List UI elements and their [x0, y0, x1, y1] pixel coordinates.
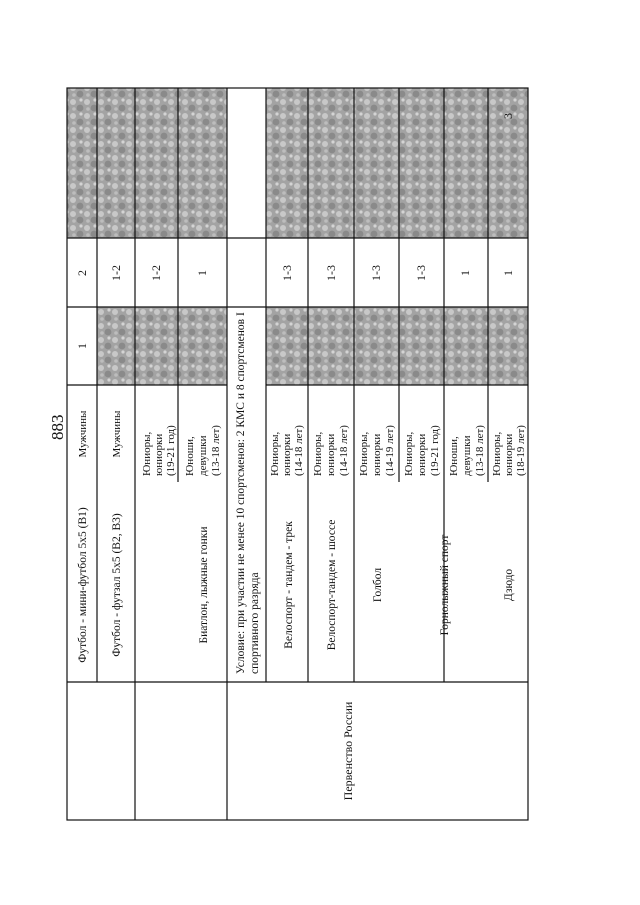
category: Мужчины [77, 410, 89, 458]
sport-name: Велоспорт-тандем - шоссе [326, 519, 338, 651]
shaded-cell [488, 88, 528, 238]
shaded-cell [97, 88, 135, 238]
sport-name: Велоспорт - тандем - трек [283, 521, 295, 649]
place-value: 1 [195, 270, 209, 276]
place-value: 3 [501, 113, 515, 119]
category: Юноши, девушки (13-18 лет) [448, 425, 486, 476]
place-value: 1 [458, 270, 472, 276]
sport-name: Футбол - мини-футбол 5х5 (В1) [77, 507, 89, 663]
competition-name: Первенство России [341, 701, 355, 801]
shaded-cell [97, 307, 135, 385]
place-value: 1-2 [149, 265, 163, 281]
shaded-cell [178, 88, 227, 238]
shaded-cell [399, 88, 444, 238]
category: Юниоры, юниорки (14-18 лет) [312, 425, 350, 476]
sport-name: Горнолыжный спорт [439, 534, 451, 636]
shaded-cell [266, 88, 308, 238]
shaded-cell [354, 307, 399, 385]
condition-text: Условие: при участии не менее 10 спортсменов: 2 КМС и 8 спортсменов I спортивного разряда [235, 312, 261, 674]
shaded-cell [399, 307, 444, 385]
sport-name: Биатлон, лыжные гонки [198, 526, 210, 644]
header-col2: 2 [75, 270, 89, 276]
shaded-cell [178, 307, 227, 385]
page-number: 883 [48, 414, 67, 440]
place-value: 1-3 [280, 265, 294, 281]
shaded-cell [308, 307, 354, 385]
sport-name: Дзюдо [503, 568, 515, 602]
place-value: 1-3 [414, 265, 428, 281]
shaded-cell [444, 88, 488, 238]
shaded-cells [67, 88, 528, 385]
shaded-cell [135, 307, 178, 385]
shaded-cell [135, 88, 178, 238]
place-value: 1-2 [109, 265, 123, 281]
sport-name: Футбол - футзал 5х5 (В2, В3) [111, 513, 123, 657]
shaded-cell [67, 88, 97, 238]
category: Юниоры, юниорки (19-21 год) [403, 425, 441, 476]
sport-name: Голбол [372, 567, 384, 603]
shaded-cell [488, 307, 528, 385]
category: Юниоры, юниорки (14-19 лет) [358, 425, 396, 476]
category: Юниоры, юниорки (18-19 лет) [491, 425, 527, 476]
shaded-cell [444, 307, 488, 385]
category: Мужчины [111, 410, 123, 458]
shaded-cell [308, 88, 354, 238]
shaded-cell [354, 88, 399, 238]
place-value: 1 [501, 270, 515, 276]
category: Юноши, девушки (13-18 лет) [184, 425, 222, 476]
header-col1: 1 [75, 343, 89, 349]
category: Юниоры, юниорки (14-18 лет) [269, 425, 305, 476]
category: Юниоры, юниорки (19-21 год) [141, 425, 177, 476]
place-value: 1-3 [324, 265, 338, 281]
shaded-cell [266, 307, 308, 385]
place-value: 1-3 [369, 265, 383, 281]
